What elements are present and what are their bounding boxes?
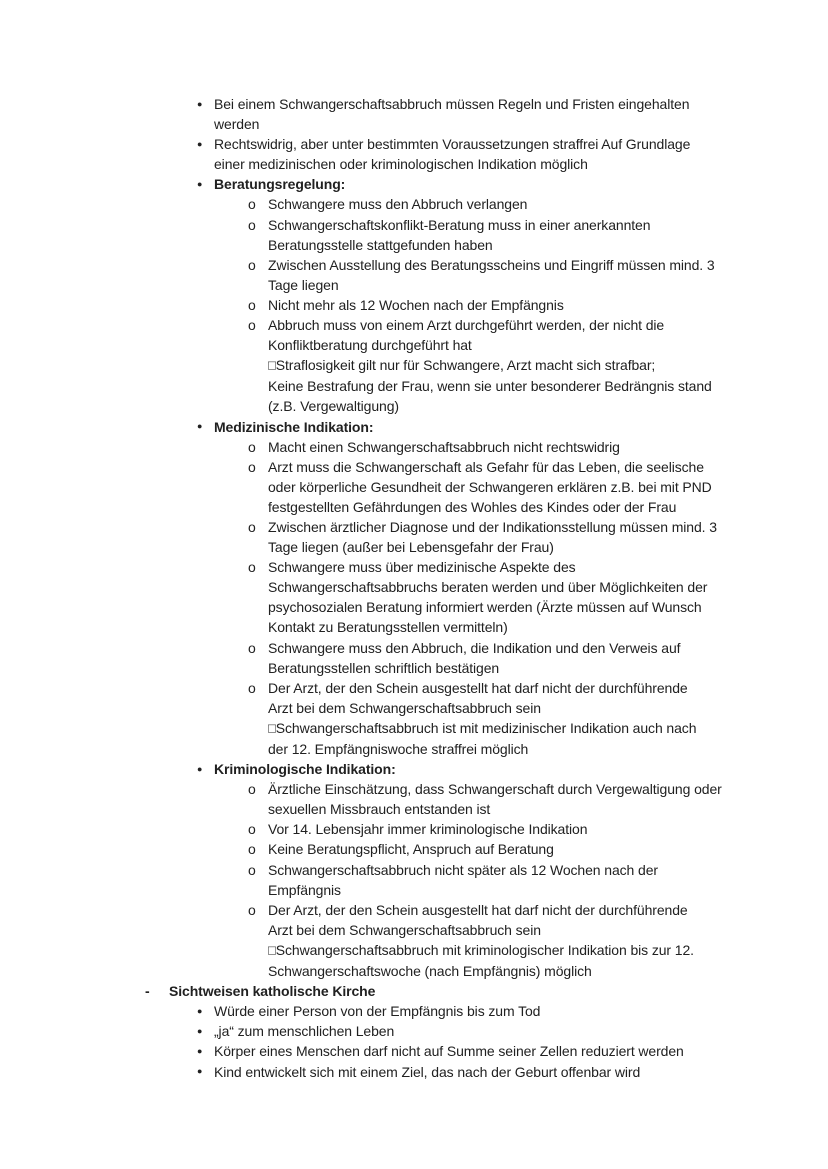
text-line: Beratungsregelung: — [214, 176, 346, 193]
text-line: Schwangerschaftskonflikt-Beratung muss in einer anerkannten — [268, 216, 651, 233]
list-item — [0, 194, 828, 214]
list-item — [0, 315, 828, 416]
text-line: festgestellten Gefährdungen des Wohles des Kindes oder der Frau — [268, 498, 677, 515]
text-line: Konfliktberatung durchgeführt hat — [268, 337, 472, 354]
text-line: Tage liegen — [268, 276, 339, 293]
sub-bullet-marker: o — [248, 317, 256, 334]
list-item — [0, 779, 828, 819]
text-line: Sichtweisen katholische Kirche — [169, 983, 376, 1000]
note-text: Schwangerschaftsabbruch ist mit medizinischer Indikation auch nach — [275, 719, 697, 736]
text-line: Rechtswidrig, aber unter bestimmten Voraussetzungen straffrei Auf Grundlage — [214, 136, 691, 153]
sub-bullet-marker: o — [248, 841, 256, 858]
text-line: „ja“ zum menschlichen Leben — [214, 1023, 395, 1040]
list-item — [0, 1041, 828, 1061]
list-item — [0, 860, 828, 900]
list-item — [0, 638, 828, 678]
sub-bullet-marker: o — [248, 216, 256, 233]
list-item — [0, 678, 828, 759]
list-item — [0, 557, 828, 637]
text-line: Schwangere muss den Abbruch verlangen — [268, 196, 528, 213]
bullet-icon: ● — [197, 1005, 203, 1016]
text-line: Zwischen Ausstellung des Beratungsscheins und Eingriff müssen mind. 3 — [268, 256, 715, 273]
bullet-icon: ● — [197, 178, 203, 189]
list-item — [0, 981, 828, 1001]
text-line: Keine Beratungspflicht, Anspruch auf Beratung — [268, 841, 554, 858]
list-item — [0, 417, 828, 437]
dash-marker: - — [145, 983, 150, 1000]
note-text: (z.B. Vergewaltigung) — [268, 398, 399, 415]
missing-glyph-box-icon: □ — [268, 942, 276, 958]
sub-bullet-marker: o — [248, 518, 256, 535]
text-line: Zwischen ärztlicher Diagnose und der Indikationsstellung müssen mind. 3 — [268, 518, 717, 535]
item-text — [268, 557, 828, 637]
note-text: der 12. Empfängniswoche straffrei möglich — [268, 741, 529, 757]
list-item — [0, 437, 828, 457]
list-item — [0, 1021, 828, 1041]
bullet-icon: ● — [197, 421, 203, 431]
list-item — [0, 1062, 828, 1082]
text-line: sexuellen Missbrauch entstanden ist — [268, 801, 491, 818]
item-text — [214, 417, 828, 437]
item-text — [268, 819, 828, 839]
item-text — [268, 457, 828, 517]
text-line: Arzt bei dem Schwangerschaftsabbruch sein — [268, 921, 541, 938]
sub-bullet-marker: o — [248, 679, 256, 696]
note-text: Schwangerschaftswoche (nach Empfängnis) möglich — [268, 963, 592, 980]
bullet-list — [0, 94, 828, 1082]
text-line: Vor 14. Lebensjahr immer kriminologische Indikation — [268, 821, 588, 838]
list-item — [0, 134, 828, 174]
sub-bullet-marker: o — [248, 901, 256, 918]
sub-bullet-marker: o — [248, 296, 256, 313]
item-text — [268, 678, 828, 759]
text-line: Ärztliche Einschätzung, dass Schwangerschaft durch Vergewaltigung oder — [268, 781, 722, 798]
list-item — [0, 94, 828, 134]
sub-bullet-marker: o — [248, 861, 256, 878]
item-text — [214, 94, 828, 134]
list-item — [0, 900, 828, 981]
item-text — [268, 194, 828, 214]
text-line: Schwangerschaftsabbruchs beraten werden und über Möglichkeiten der — [268, 579, 708, 596]
text-line: Empfängnis — [268, 881, 341, 898]
list-item — [0, 839, 828, 859]
bullet-icon: ● — [197, 138, 203, 149]
item-text — [268, 437, 828, 457]
bullet-icon: ● — [197, 98, 203, 109]
item-text — [169, 981, 828, 1001]
list-item — [0, 215, 828, 255]
text-line: Schwangere muss über medizinische Aspekte des — [268, 559, 576, 576]
bullet-icon: ● — [197, 1025, 203, 1036]
list-item — [0, 174, 828, 194]
list-item — [0, 759, 828, 779]
text-line: psychosozialen Beratung informiert werden (Ärzte müssen auf Wunsch — [268, 599, 702, 616]
list-item — [0, 1001, 828, 1021]
text-line: Kind entwickelt sich mit einem Ziel, das nach der Geburt offenbar wird — [214, 1063, 641, 1080]
note-text: Schwangerschaftsabbruch mit kriminologischer Indikation bis zur 12. — [275, 941, 694, 958]
text-line: Arzt muss die Schwangerschaft als Gefahr für das Leben, die seelische — [268, 458, 704, 475]
text-line: Schwangerschaftsabbruch nicht später als 12 Wochen nach der — [268, 861, 658, 878]
text-line: Tage liegen (außer bei Lebensgefahr der Frau) — [268, 539, 554, 556]
sub-bullet-marker: o — [248, 639, 256, 656]
sub-bullet-marker: o — [248, 256, 256, 273]
text-line: Kontakt zu Beratungsstellen vermitteln) — [268, 619, 508, 636]
text-line: Medizinische Indikation: — [214, 418, 374, 435]
item-text — [268, 839, 828, 859]
text-line: Abbruch muss von einem Arzt durchgeführt werden, der nicht die — [268, 317, 665, 334]
bullet-icon: ● — [197, 763, 203, 774]
item-text — [214, 1062, 828, 1082]
item-text — [214, 174, 828, 194]
sub-bullet-marker: o — [248, 438, 256, 455]
text-line: Beratungsstellen schriftlich bestätigen — [268, 659, 500, 676]
text-line: Bei einem Schwangerschaftsabbruch müssen Regeln und Fristen eingehalten — [214, 96, 690, 112]
text-line: Der Arzt, der den Schein ausgestellt hat darf nicht der durchführende — [268, 901, 688, 918]
note-line — [268, 355, 828, 376]
text-line: Schwangere muss den Abbruch, die Indikation und den Verweis auf — [268, 639, 681, 656]
note-line — [268, 376, 828, 396]
item-text — [268, 779, 828, 819]
list-item — [0, 457, 828, 517]
item-text — [214, 1021, 828, 1041]
item-text — [268, 255, 828, 295]
note-line — [268, 739, 828, 759]
text-line: Macht einen Schwangerschaftsabbruch nicht rechtswidrig — [268, 438, 620, 455]
text-line: Beratungsstelle stattgefunden haben — [268, 236, 493, 253]
sub-bullet-marker: o — [248, 458, 256, 475]
item-text — [214, 134, 828, 174]
sub-bullet-marker: o — [248, 821, 256, 838]
list-item — [0, 295, 828, 315]
item-text — [268, 295, 828, 315]
list-item — [0, 255, 828, 295]
text-line: einer medizinischen oder kriminologischen Indikation möglich — [214, 156, 588, 173]
sub-bullet-marker: o — [248, 781, 256, 798]
missing-glyph-box-icon: □ — [268, 720, 276, 736]
note-text: Straflosigkeit gilt nur für Schwangere, Arzt macht sich strafbar; — [275, 357, 656, 374]
text-line: Der Arzt, der den Schein ausgestellt hat darf nicht der durchführende — [268, 679, 688, 696]
item-text — [214, 1001, 828, 1021]
list-item — [0, 517, 828, 557]
sub-bullet-marker: o — [248, 559, 256, 576]
text-line: Kriminologische Indikation: — [214, 761, 396, 778]
text-line: Arzt bei dem Schwangerschaftsabbruch sein — [268, 699, 541, 716]
text-line: Nicht mehr als 12 Wochen nach der Empfängnis — [268, 296, 564, 313]
text-line: Körper eines Menschen darf nicht auf Summe seiner Zellen reduziert werden — [214, 1043, 684, 1060]
bullet-icon: ● — [197, 1045, 203, 1056]
missing-glyph-box-icon: □ — [268, 357, 276, 373]
text-line: Würde einer Person von der Empfängnis bis zum Tod — [214, 1003, 541, 1020]
sub-bullet-marker: o — [248, 196, 256, 213]
item-text — [268, 860, 828, 900]
bullet-icon: ● — [197, 1066, 203, 1076]
item-text — [268, 215, 828, 255]
item-text — [214, 759, 828, 779]
note-text: Keine Bestrafung der Frau, wenn sie unter besonderer Bedrängnis stand — [268, 378, 712, 395]
note-line — [268, 961, 828, 981]
item-text — [268, 315, 828, 416]
text-line: werden — [214, 116, 260, 133]
note-line — [268, 718, 828, 739]
item-text — [268, 900, 828, 981]
item-text — [268, 517, 828, 557]
list-item — [0, 819, 828, 839]
item-text — [214, 1041, 828, 1061]
item-text — [268, 638, 828, 678]
text-line: oder körperliche Gesundheit der Schwangeren erklären z.B. bei mit PND — [268, 478, 712, 495]
note-line — [268, 940, 828, 961]
note-line — [268, 396, 828, 416]
